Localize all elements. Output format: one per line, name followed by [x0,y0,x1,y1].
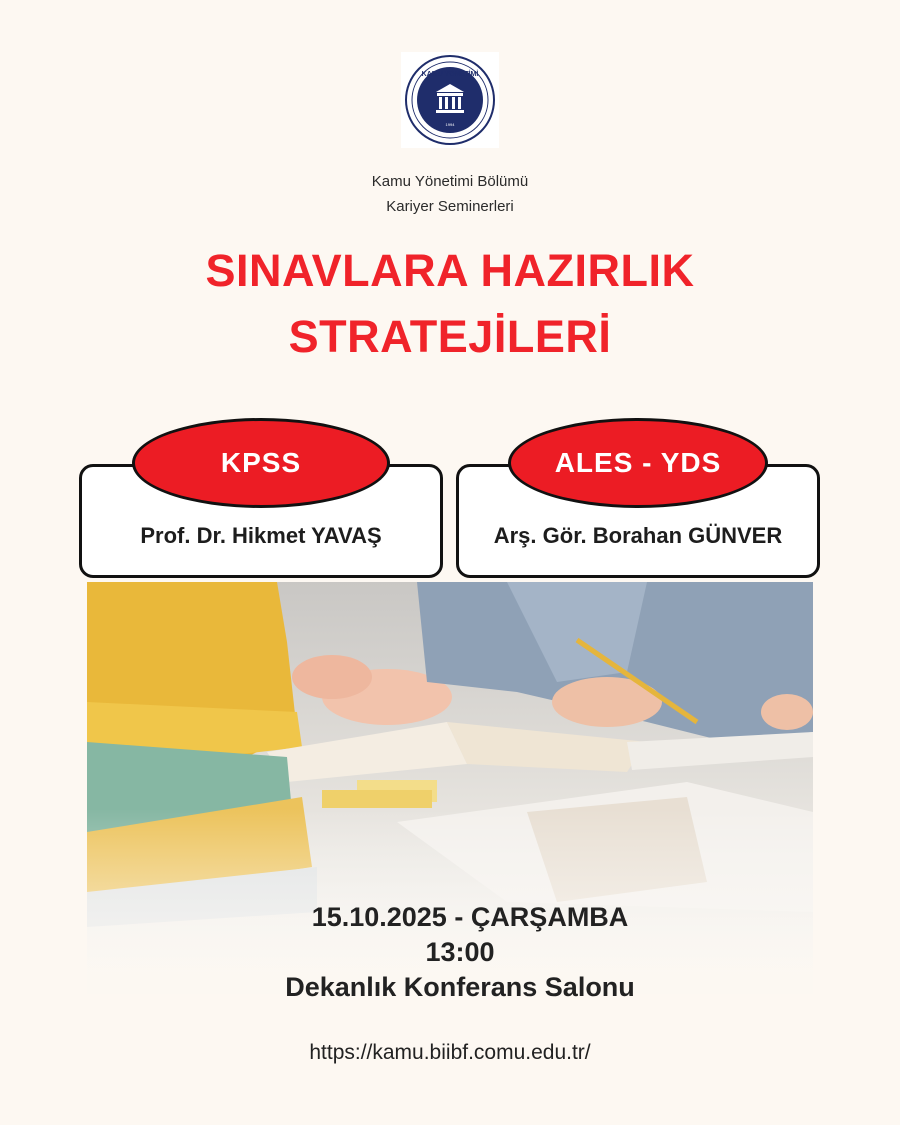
svg-text:1994: 1994 [445,122,455,127]
event-date: 15.10.2025 - ÇARŞAMBA [311,902,629,932]
faculty-logo [401,52,499,148]
event-time: 13:00 [425,937,495,967]
seminar-series: Kariyer Seminerleri [386,198,514,215]
speaker-name: Arş. Gör. Borahan GÜNVER [493,523,783,548]
department-name: Kamu Yönetimi Bölümü [371,173,529,190]
title-line-2: STRATEJİLERİ [288,311,612,362]
website-link[interactable]: https://kamu.biibf.comu.edu.tr/ [309,1041,591,1064]
title-line-1: SINAVLARA HAZIRLIK [205,245,695,296]
speaker-name: Prof. Dr. Hikmet YAVAŞ [140,523,382,548]
ales-yds-tag: ALES - YDS [508,418,768,508]
kpss-tag: KPSS [132,418,390,508]
event-place: Dekanlık Konferans Salonu [285,972,635,1002]
svg-text:KAMU YÖNETİMİ: KAMU YÖNETİMİ [421,71,479,78]
